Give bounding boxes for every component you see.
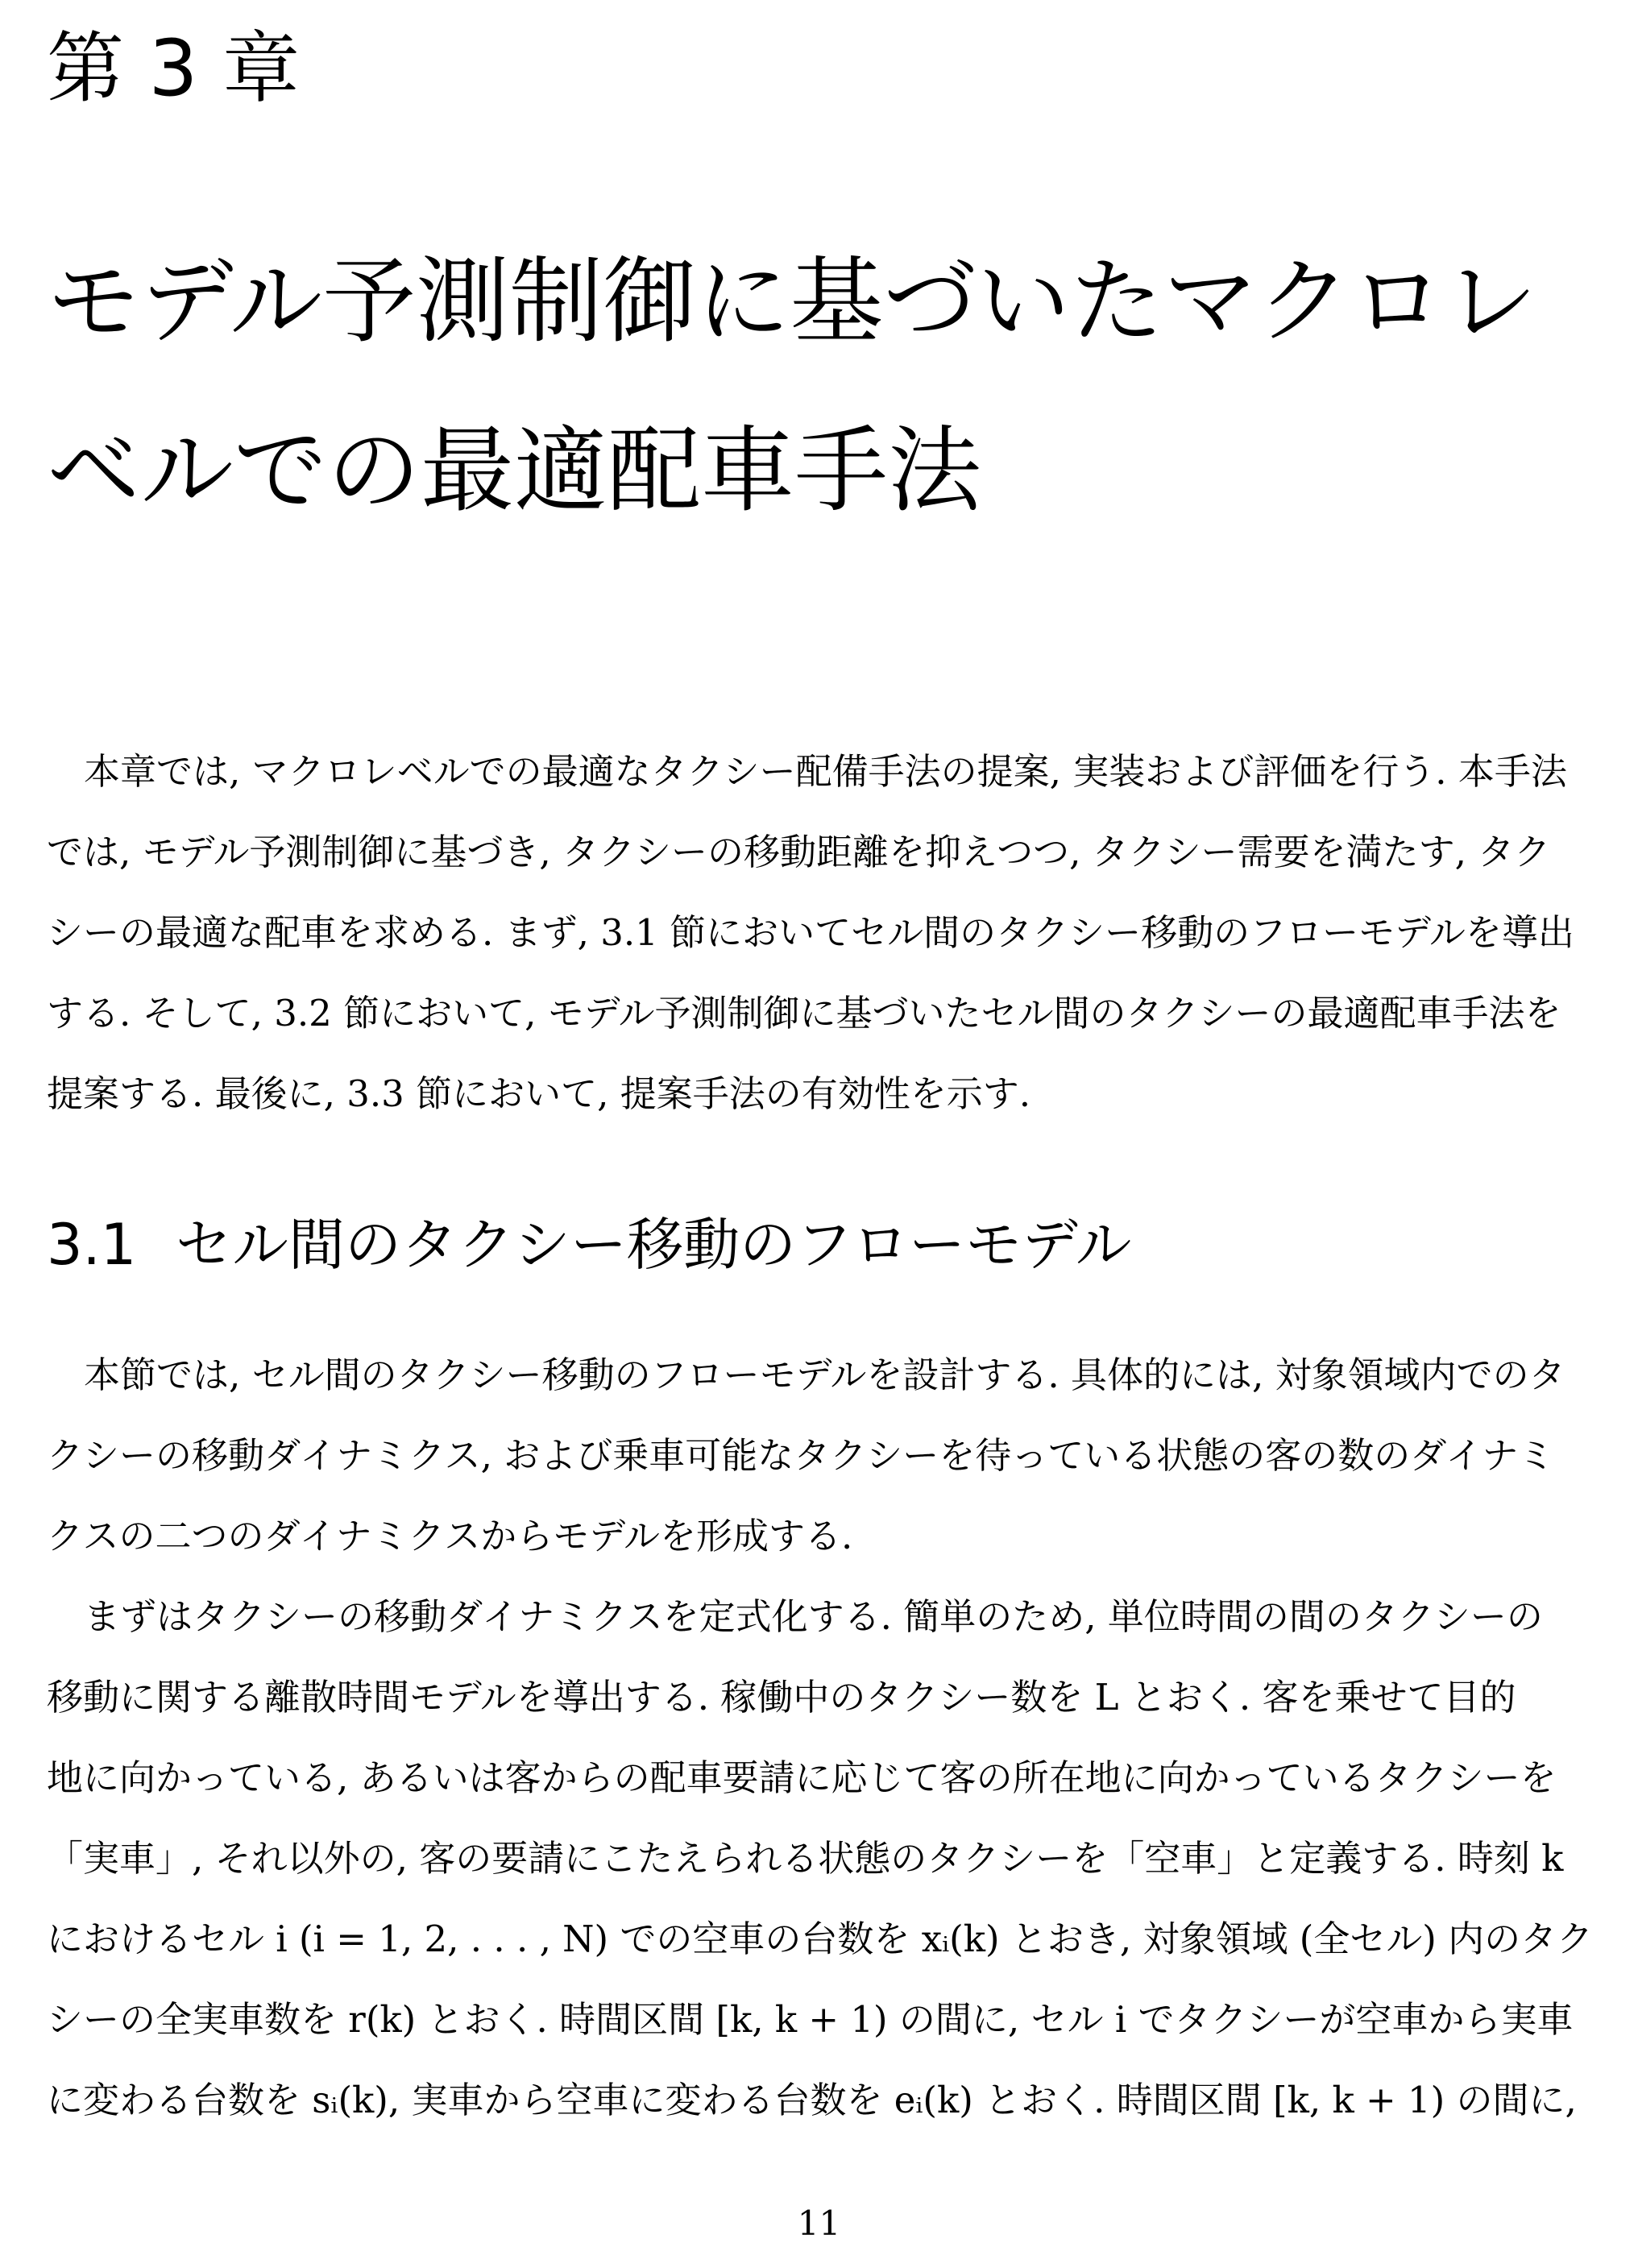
text-line: 「実車」, それ以外の, 客の要請にこたえられる状態のタクシーを「空車」と定義する. 時刻 k xyxy=(47,1837,1564,1880)
section-paragraph-2 xyxy=(47,1577,1598,2141)
text-line: 本節では, セル間のタクシー移動のフローモデルを設計する. 具体的には, 対象領域内でのタ xyxy=(84,1354,1565,1396)
text-line: まずはタクシーの移動ダイナミクスを定式化する. 簡単のため, 単位時間の間のタクシーの xyxy=(84,1595,1543,1638)
section-paragraph-1 xyxy=(47,1335,1598,1577)
chapter-label: 第 3 章 xyxy=(47,23,301,114)
page-number: 11 xyxy=(797,2204,841,2243)
section-number: 3.1 xyxy=(47,1212,137,1278)
text-line: 本章では, マクロレベルでの最適なタクシー配備手法の提案, 実装および評価を行う. 本手法 xyxy=(84,750,1567,793)
intro-paragraph xyxy=(47,732,1598,1134)
section-heading xyxy=(47,1196,1132,1293)
text-line: シーの全実車数を r(k) とおく. 時間区間 [k, k + 1) の間に, セル i でタクシーが空車から実車 xyxy=(47,1998,1574,2041)
text-line: では, モデル予測制御に基づき, タクシーの移動距離を抑えつつ, タクシー需要を満たす, タク xyxy=(47,831,1551,873)
text-line: クシーの移動ダイナミクス, および乗車可能なタクシーを待っている状態の客の数のダイナミ xyxy=(47,1434,1555,1477)
text-line: 移動に関する離散時間モデルを導出する. 稼働中のタクシー数を L とおく. 客を乗せて目的 xyxy=(47,1676,1516,1719)
text-line: する. そして, 3.2 節において, モデル予測制御に基づいたセル間のタクシーの最適配車手法を xyxy=(47,992,1561,1034)
section-title: セル間のタクシー移動のフローモデル xyxy=(176,1212,1132,1278)
text-line: 地に向かっている, あるいは客からの配車要請に応じて客の所在地に向かっているタクシーを xyxy=(47,1756,1557,1799)
text-line: 提案する. 最後に, 3.3 節において, 提案手法の有効性を示す. xyxy=(47,1072,1031,1115)
chapter-title-line: ベルでの最適配車手法 xyxy=(47,417,981,525)
text-line: に変わる台数を sᵢ(k), 実車から空車に変わる台数を eᵢ(k) とおく. 時間区間 [k, k + 1) の間に, xyxy=(47,2079,1577,2121)
text-line: シーの最適な配車を求める. まず, 3.1 節においてセル間のタクシー移動のフローモデルを導出 xyxy=(47,911,1574,954)
text-line: クスの二つのダイナミクスからモデルを形成する. xyxy=(47,1515,853,1557)
text-line: におけるセル i (i = 1, 2, . . . , N) での空車の台数を xᵢ(k) とおき, 対象領域 (全セル) 内のタク xyxy=(47,1918,1594,1960)
chapter-title xyxy=(47,218,1602,556)
chapter-title-line: モデル予測制御に基づいたマクロレ xyxy=(47,247,1538,356)
